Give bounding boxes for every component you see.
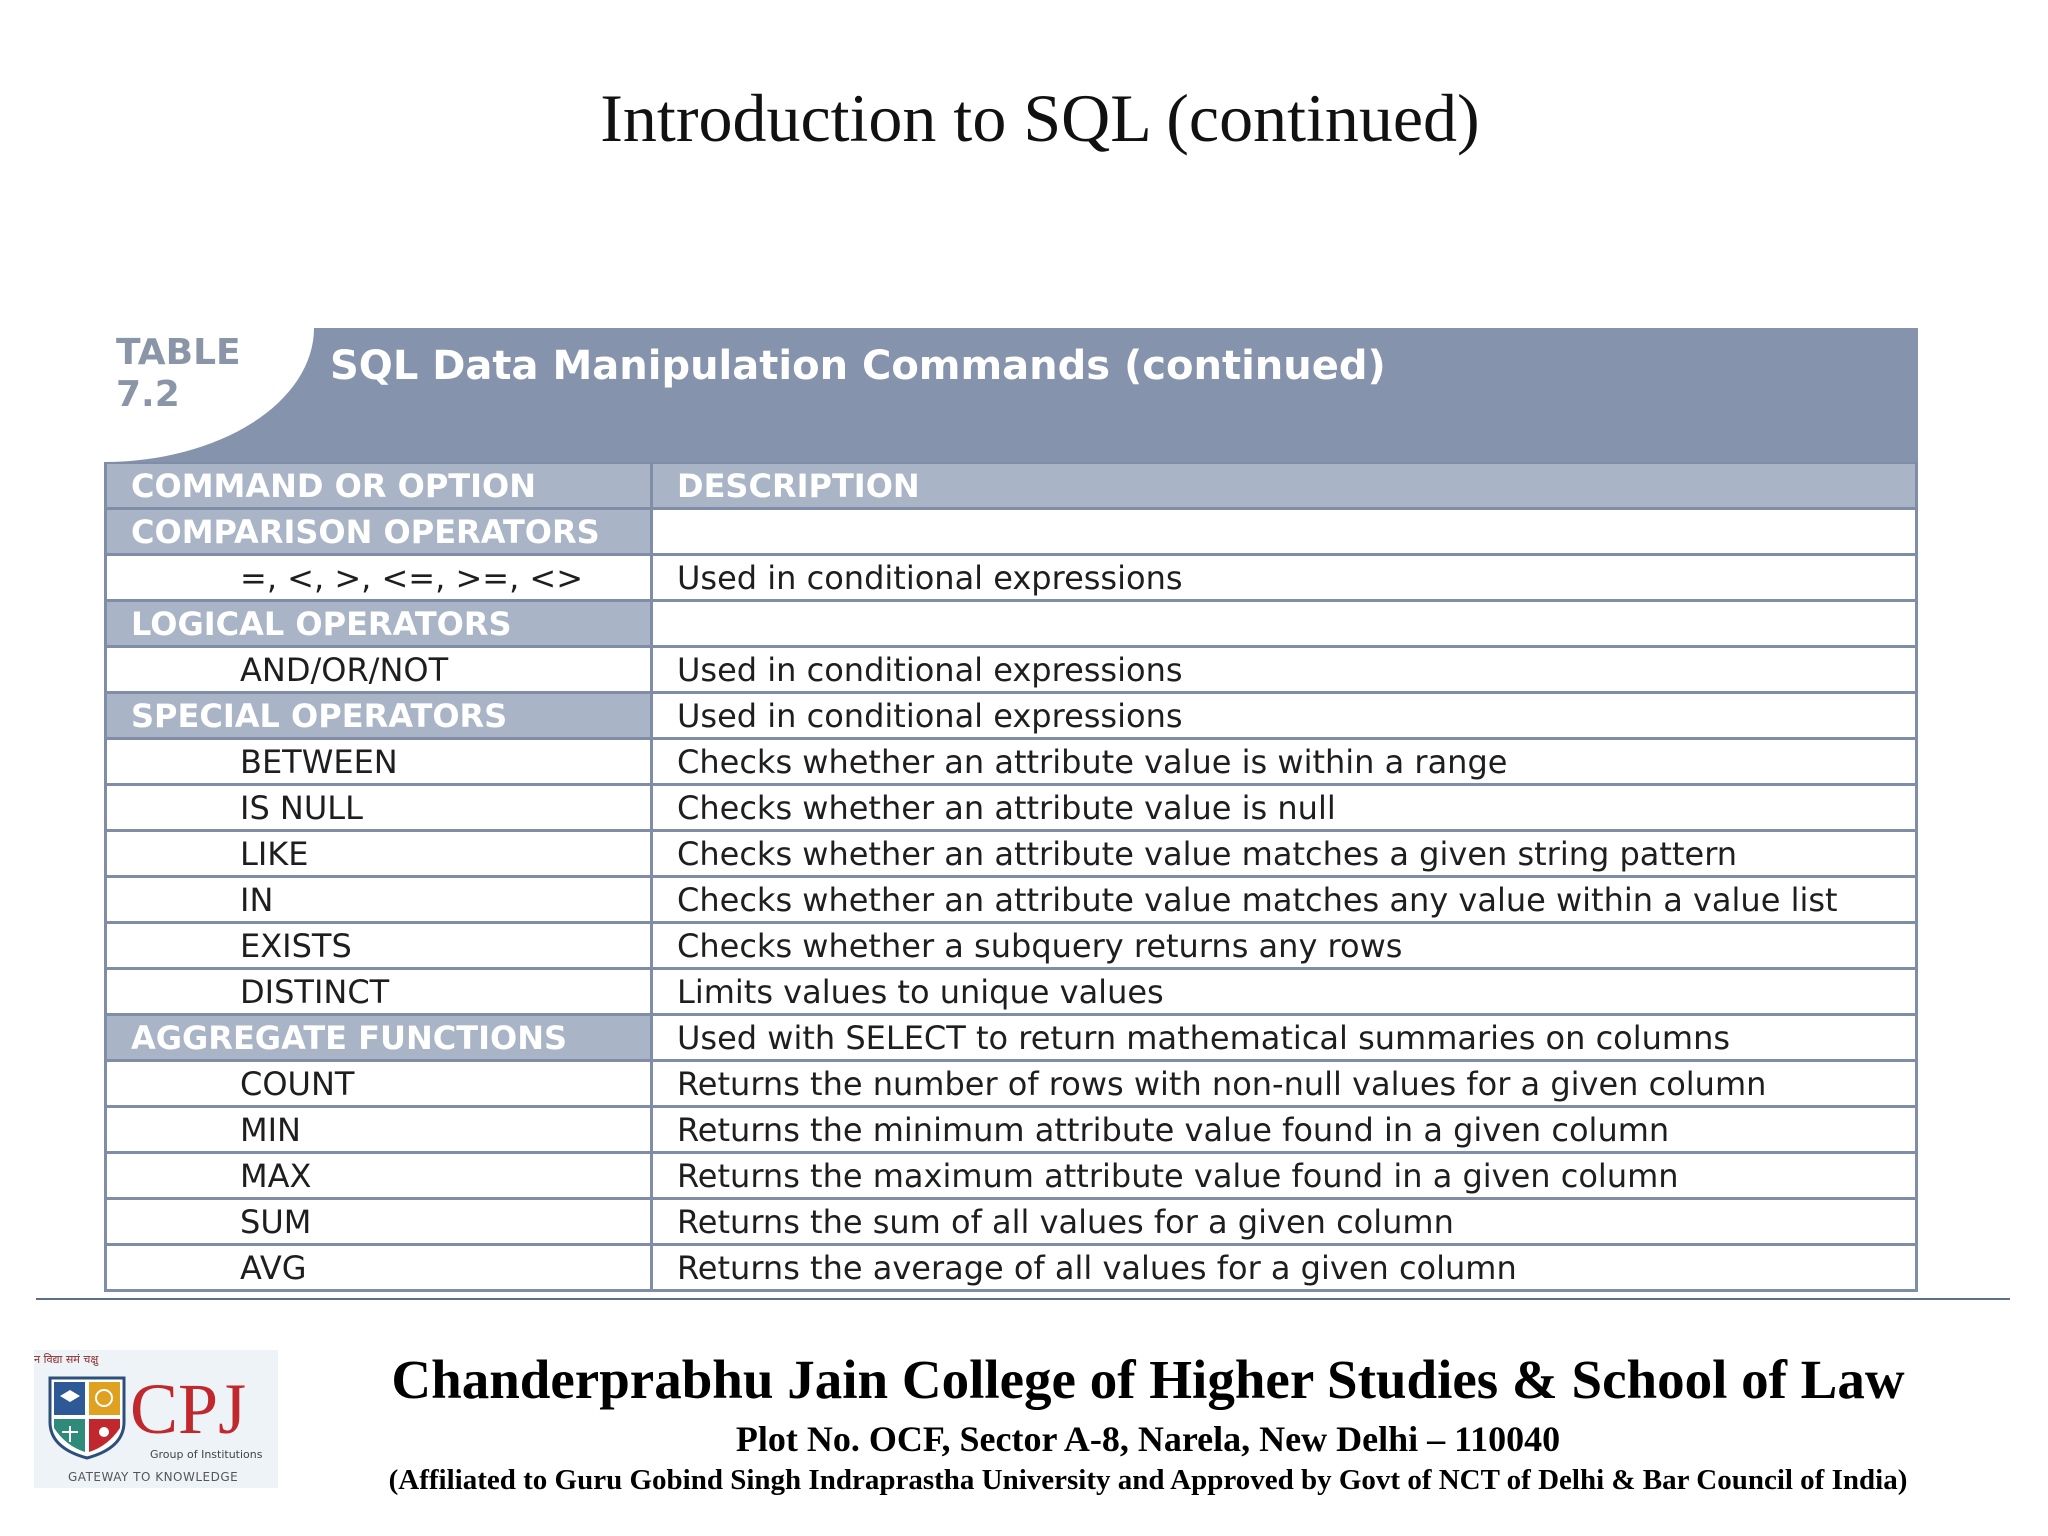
- command-cell: EXISTS: [104, 924, 653, 967]
- command-cell: IN: [104, 878, 653, 921]
- table-row: [104, 1246, 1918, 1292]
- table-row: [104, 1200, 1918, 1246]
- table-row: [104, 924, 1918, 970]
- table-row: [104, 970, 1918, 1016]
- college-affiliation: (Affiliated to Guru Gobind Singh Indraprastha University and Approved by Govt of NCT of Delhi & Bar Council of India): [388, 1464, 1908, 1496]
- description-cell: Used in conditional expressions: [653, 556, 1918, 599]
- table-column-header-row: [104, 464, 1918, 510]
- description-cell: Limits values to unique values: [653, 970, 1918, 1013]
- table-row: [104, 556, 1918, 602]
- command-cell: =, <, >, <=, >=, <>: [104, 556, 653, 599]
- table-row: [104, 1154, 1918, 1200]
- table-row: [104, 740, 1918, 786]
- command-cell: SUM: [104, 1200, 653, 1243]
- command-cell: AVG: [104, 1246, 653, 1289]
- description-cell: Returns the number of rows with non-null values for a given column: [653, 1062, 1918, 1105]
- table-label-word: TABLE: [116, 332, 241, 373]
- command-cell: DISTINCT: [104, 970, 653, 1013]
- table-number-label: [116, 332, 241, 416]
- column-header-command: COMMAND OR OPTION: [104, 464, 653, 507]
- table-row: [104, 1108, 1918, 1154]
- logo-tagline: GATEWAY TO KNOWLEDGE: [68, 1470, 239, 1484]
- table-row: [104, 1062, 1918, 1108]
- command-cell: MIN: [104, 1108, 653, 1151]
- command-cell: COMPARISON OPERATORS: [104, 510, 653, 553]
- table-row: [104, 786, 1918, 832]
- description-cell: Checks whether a subquery returns any rows: [653, 924, 1918, 967]
- table-label-number: 7.2: [116, 374, 180, 415]
- description-cell: Used in conditional expressions: [653, 694, 1918, 737]
- footer-divider: [36, 1298, 2010, 1300]
- command-cell: AND/OR/NOT: [104, 648, 653, 691]
- command-cell: LIKE: [104, 832, 653, 875]
- table-row: [104, 878, 1918, 924]
- table-grid: [104, 462, 1918, 1292]
- description-cell: Used in conditional expressions: [653, 648, 1918, 691]
- command-cell: SPECIAL OPERATORS: [104, 694, 653, 737]
- command-cell: BETWEEN: [104, 740, 653, 783]
- description-cell: Returns the average of all values for a given column: [653, 1246, 1918, 1289]
- logo-group-text: Group of Institutions: [150, 1448, 263, 1461]
- table-header-band: [104, 328, 1918, 462]
- shield-icon: [46, 1372, 128, 1460]
- description-cell: [653, 602, 1918, 645]
- college-address: Plot No. OCF, Sector A-8, Narela, New Delhi – 110040: [735, 1419, 1561, 1459]
- college-name: Chanderprabhu Jain College of Higher Studies & School of Law: [391, 1349, 1905, 1410]
- command-cell: LOGICAL OPERATORS: [104, 602, 653, 645]
- description-cell: Returns the maximum attribute value found in a given column: [653, 1154, 1918, 1197]
- description-cell: Checks whether an attribute value matches any value within a value list: [653, 878, 1918, 921]
- table-row: [104, 602, 1918, 648]
- logo-motto: न विद्या समं चक्षु: [34, 1353, 99, 1366]
- description-cell: Used with SELECT to return mathematical summaries on columns: [653, 1016, 1918, 1059]
- description-cell: Checks whether an attribute value is null: [653, 786, 1918, 829]
- table-row: [104, 1016, 1918, 1062]
- sql-commands-table: [104, 328, 1918, 1292]
- description-cell: Returns the sum of all values for a given column: [653, 1200, 1918, 1243]
- table-caption: SQL Data Manipulation Commands (continued): [330, 343, 1386, 389]
- table-row: [104, 694, 1918, 740]
- college-logo: [34, 1350, 278, 1488]
- description-cell: Returns the minimum attribute value found in a given column: [653, 1108, 1918, 1151]
- table-row: [104, 648, 1918, 694]
- description-cell: [653, 510, 1918, 553]
- table-row: [104, 832, 1918, 878]
- description-cell: Checks whether an attribute value matches a given string pattern: [653, 832, 1918, 875]
- description-cell: Checks whether an attribute value is within a range: [653, 740, 1918, 783]
- command-cell: MAX: [104, 1154, 653, 1197]
- table-row: [104, 510, 1918, 556]
- slide-title: Introduction to SQL (continued): [600, 80, 1480, 156]
- column-header-description: DESCRIPTION: [653, 464, 1918, 507]
- command-cell: IS NULL: [104, 786, 653, 829]
- command-cell: AGGREGATE FUNCTIONS: [104, 1016, 653, 1059]
- logo-wordmark: CPJ: [130, 1369, 247, 1449]
- command-cell: COUNT: [104, 1062, 653, 1105]
